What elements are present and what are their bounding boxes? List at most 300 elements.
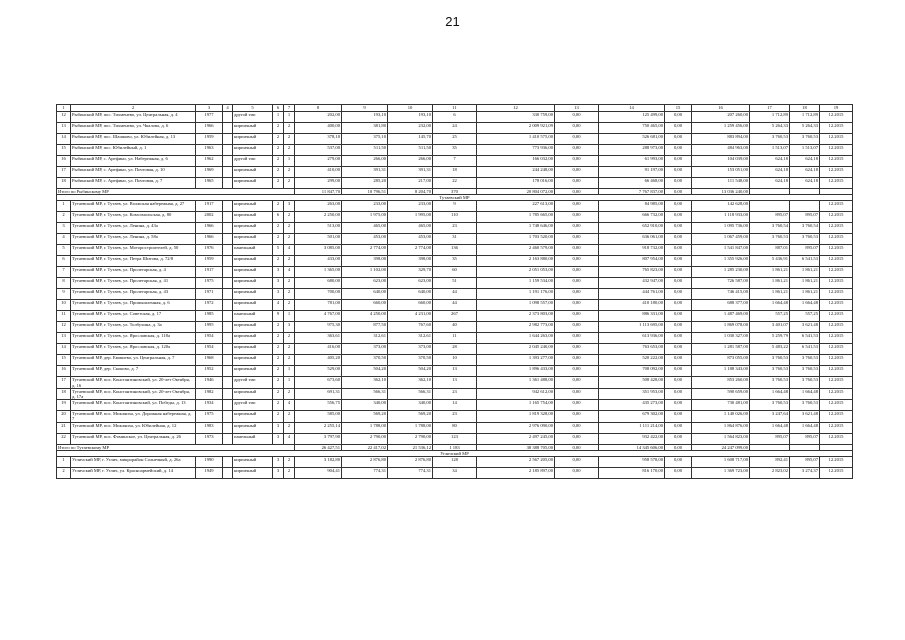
table-cell-col-16: 153 051,00 <box>692 167 750 178</box>
table-cell-col-8: 781,00 <box>295 300 342 311</box>
table-cell-col-15: 0,00 <box>665 366 692 377</box>
table-cell-col-7: 2 <box>284 256 295 267</box>
table-cell-col-12: 2 497 245,00 <box>477 433 555 444</box>
subtotal-cell-col-10: 8 204,70 <box>388 189 433 195</box>
table-cell-col-12: 227 613,00 <box>477 201 555 212</box>
table-cell-col-17: 624,18 <box>750 167 790 178</box>
table-cell-col-12: 1 361 488,00 <box>477 377 555 388</box>
table-cell-col-6: 5 <box>273 245 284 256</box>
table-cell-col-2: Тутаевский МР, г. Тутаев, ул. Пролетарская, д. 41 <box>71 278 196 289</box>
table-cell-col-9: 2 774,00 <box>342 245 388 256</box>
table-cell-col-19: 12.2015 <box>820 400 853 411</box>
subtotal-cell-col-14: 7 767 837,00 <box>599 189 665 195</box>
table-cell-col-7: 1 <box>284 112 295 123</box>
table-cell-col-15: 0,00 <box>665 289 692 300</box>
table-cell-col-10: 340,00 <box>388 400 433 411</box>
table-cell-col-19: 12.2015 <box>820 267 853 278</box>
table-cell-col-10: 2 774,00 <box>388 245 433 256</box>
table-cell-col-16: 484 963,00 <box>692 145 750 156</box>
table-cell-col-3: 1946 <box>196 377 223 388</box>
table-cell-col-18: 624,18 <box>790 178 820 189</box>
table-cell-col-7: 2 <box>284 234 295 245</box>
table-row <box>57 422 853 433</box>
table-cell-col-11: 51 <box>433 278 477 289</box>
table-cell-col-13: 0,00 <box>555 201 599 212</box>
table-cell-col-8: 529,00 <box>295 366 342 377</box>
table-cell-col-7: 2 <box>284 134 295 145</box>
table-cell-col-11: 80 <box>433 422 477 433</box>
table-cell-col-7: 2 <box>284 223 295 234</box>
table-cell-col-10: 465,00 <box>388 223 433 234</box>
table-cell-col-8: 299,00 <box>295 178 342 189</box>
table-cell-col-7: 2 <box>284 145 295 156</box>
table-cell-col-12: 1 165 754,00 <box>477 400 555 411</box>
table-cell-col-12: 942 612,00 <box>477 388 555 399</box>
table-cell-col-10: 217,00 <box>388 178 433 189</box>
table-cell-col-15: 0,00 <box>665 311 692 322</box>
table-cell-col-11: 10 <box>433 355 477 366</box>
table-cell-col-11: 60 <box>433 267 477 278</box>
table-cell-col-9: 375,10 <box>342 134 388 145</box>
table-cell-col-19: 12.2015 <box>820 223 853 234</box>
table-cell-col-18: 3 760,54 <box>790 223 820 234</box>
table-cell-col-3: 1973 <box>196 433 223 444</box>
table-cell-col-3: 1962 <box>196 156 223 167</box>
table-cell-col-9: 453,00 <box>342 234 388 245</box>
table-cell-col-12: 244 248,00 <box>477 167 555 178</box>
table-cell-col-11: 123 <box>433 433 477 444</box>
table-cell-col-6: 2 <box>273 411 284 422</box>
table-cell-col-4 <box>223 245 233 256</box>
subtotal-cell-col-10: 21 536,12 <box>388 444 433 450</box>
table-cell-col-3: 1959 <box>196 134 223 145</box>
table-cell-col-17: 1 861,21 <box>750 278 790 289</box>
table-cell-col-1: 14 <box>57 344 71 355</box>
table-cell-col-14: 84 985,00 <box>599 201 665 212</box>
table-cell-col-2: Рыбинский МР, пос. Юбилейный, д. 1 <box>71 145 196 156</box>
table-cell-col-16: 1 285 230,00 <box>692 267 750 278</box>
table-cell-col-5: кирпичный <box>233 223 273 234</box>
table-cell-col-1: 10 <box>57 300 71 311</box>
table-cell-col-10: 193,10 <box>388 112 433 123</box>
table-cell-col-16: 883 894,00 <box>692 134 750 145</box>
table-cell-col-9: 398,00 <box>342 256 388 267</box>
table-cell-col-5: кирпичный <box>233 411 273 422</box>
table-cell-col-8: 501,00 <box>295 234 342 245</box>
table-cell-col-11: 34 <box>433 468 477 479</box>
table-cell-col-18: 3 760,53 <box>790 366 820 377</box>
table-cell-col-4 <box>223 322 233 333</box>
section-heading: Тутаевский МР <box>57 195 853 201</box>
table-cell-col-14: 288 973,00 <box>599 145 665 156</box>
table-cell-col-8: 2 255,14 <box>295 422 342 433</box>
table-cell-col-4 <box>223 156 233 167</box>
table-cell-col-2: Тутаевский МР, г. Тутаев, ул. Толбухина, д. 3а <box>71 322 196 333</box>
table-row <box>57 289 853 300</box>
table-cell-col-16: 1 355 926,00 <box>692 256 750 267</box>
table-cell-col-19: 12.2015 <box>820 289 853 300</box>
table-cell-col-8: 4 767,00 <box>295 311 342 322</box>
table-cell-col-13: 0,00 <box>555 112 599 123</box>
table-cell-col-7: 3 <box>284 201 295 212</box>
table-cell-col-19: 12.2015 <box>820 256 853 267</box>
table-cell-col-6: 3 <box>273 457 284 468</box>
subtotal-cell-col-15: 0,00 <box>665 189 692 195</box>
table-cell-col-10: 362,10 <box>388 377 433 388</box>
table-cell-col-14: 918 732,00 <box>599 245 665 256</box>
table-cell-col-4 <box>223 123 233 134</box>
table-cell-col-7: 4 <box>284 245 295 256</box>
column-header-4: 4 <box>223 105 233 112</box>
table-row <box>57 344 853 355</box>
table-row <box>57 377 853 388</box>
table-cell-col-9: 465,00 <box>342 223 388 234</box>
table-cell-col-14: 351 953,00 <box>599 388 665 399</box>
table-cell-col-18: 6 541,53 <box>790 344 820 355</box>
table-cell-col-16: 730 481,00 <box>692 400 750 411</box>
table-cell-col-4 <box>223 300 233 311</box>
table-cell-col-13: 0,00 <box>555 388 599 399</box>
table-cell-col-4 <box>223 344 233 355</box>
table-cell-col-13: 0,00 <box>555 355 599 366</box>
subtotal-label: Итого по Тутаевскому МР <box>57 444 295 450</box>
table-cell-col-1: 13 <box>57 123 71 134</box>
table-cell-col-2: Тутаевский МР, г. Тутаев, ул. Ленина, д. 58а <box>71 234 196 245</box>
table-cell-col-18: 624,18 <box>790 156 820 167</box>
table-cell-col-17: 5 259,79 <box>750 333 790 344</box>
table-cell-col-10: 2 876,80 <box>388 457 433 468</box>
table-cell-col-17: 3 760,53 <box>750 377 790 388</box>
table-cell-col-15: 0,00 <box>665 344 692 355</box>
table-cell-col-5: кирпичный <box>233 300 273 311</box>
subtotal-cell-col-16: 13 036 240,00 <box>692 189 750 195</box>
table-cell-col-3: 1954 <box>196 344 223 355</box>
table-row <box>57 388 853 399</box>
table-cell-col-15: 0,00 <box>665 212 692 223</box>
table-cell-col-11: 28 <box>433 344 477 355</box>
table-cell-col-17: 895,07 <box>750 433 790 444</box>
table-cell-col-12: 2 982 773,00 <box>477 322 555 333</box>
table-cell-col-5: кирпичный <box>233 123 273 134</box>
table-cell-col-19: 12.2015 <box>820 178 853 189</box>
table-cell-col-8: 673,60 <box>295 377 342 388</box>
table-cell-col-16: 1 541 847,00 <box>692 245 750 256</box>
table-cell-col-6: 2 <box>273 400 284 411</box>
table-cell-col-4 <box>223 167 233 178</box>
table-cell-col-13: 0,00 <box>555 377 599 388</box>
table-cell-col-4 <box>223 457 233 468</box>
table-cell-col-10: 767,60 <box>388 322 433 333</box>
table-row <box>57 212 853 223</box>
table-cell-col-16: 111 548,00 <box>692 178 750 189</box>
table-cell-col-3: 1985 <box>196 311 223 322</box>
table-cell-col-2: Угличский МР, г. Углич, микрорайон Солнечный, д. 26а <box>71 457 196 468</box>
table-cell-col-17: 557,25 <box>750 311 790 322</box>
table-cell-col-17: 3 760,53 <box>750 234 790 245</box>
table-cell-col-5: кирпичный <box>233 212 273 223</box>
column-header-13: 13 <box>555 105 599 112</box>
table-cell-col-19: 12.2015 <box>820 366 853 377</box>
table-cell-col-6: 2 <box>273 234 284 245</box>
table-cell-col-14: 526 681,00 <box>599 134 665 145</box>
table-cell-col-3: 1971 <box>196 289 223 300</box>
table-cell-col-14: 750 465,00 <box>599 123 665 134</box>
table-cell-col-2: Тутаевский МР, г. Тутаев, ул. Комсомольская, д. 80 <box>71 212 196 223</box>
table-cell-col-13: 0,00 <box>555 223 599 234</box>
table-cell-col-3: 1917 <box>196 267 223 278</box>
table-cell-col-14: 520 222,00 <box>599 355 665 366</box>
table-cell-col-19: 12.2015 <box>820 457 853 468</box>
table-cell-col-11: 23 <box>433 411 477 422</box>
table-cell-col-18: 1 664,48 <box>790 388 820 399</box>
table-cell-col-3: 1917 <box>196 201 223 212</box>
table-cell-col-2: Тутаевский МР, г. Тутаев, ул. Ярославская, д. 120а <box>71 344 196 355</box>
table-cell-col-18: 895,07 <box>790 245 820 256</box>
table-cell-col-1: 22 <box>57 433 71 444</box>
table-row <box>57 201 853 212</box>
table-cell-col-16: 1 095 736,00 <box>692 223 750 234</box>
table-cell-col-12: 1 896 433,00 <box>477 366 555 377</box>
table-cell-col-14: 636 061,00 <box>599 234 665 245</box>
table-cell-col-7: 2 <box>284 123 295 134</box>
table-cell-col-2: Тутаевский МР, г. Тутаев, ул. Пролетарская, д. 43 <box>71 289 196 300</box>
table-cell-col-5: кирпичный <box>233 289 273 300</box>
table-cell-col-19: 12.2015 <box>820 411 853 422</box>
table-row <box>57 256 853 267</box>
table-cell-col-3: 1976 <box>196 245 223 256</box>
table-row <box>57 457 853 468</box>
table-cell-col-3: 1966 <box>196 123 223 134</box>
subtotal-cell-col-16: 24 247 099,00 <box>692 444 750 450</box>
table-cell-col-4 <box>223 145 233 156</box>
table-cell-col-12: 1 159 534,00 <box>477 278 555 289</box>
table-cell-col-6: 2 <box>273 377 284 388</box>
table-cell-col-7: 2 <box>284 468 295 479</box>
table-cell-col-4 <box>223 377 233 388</box>
table-cell-col-1: 5 <box>57 245 71 256</box>
table-cell-col-15: 0,00 <box>665 201 692 212</box>
table-cell-col-7: 1 <box>284 366 295 377</box>
register-table <box>56 104 853 479</box>
table-cell-col-6: 3 <box>273 468 284 479</box>
table-cell-col-17: 3 760,53 <box>750 400 790 411</box>
subtotal-cell-col-14: 14 345 606,00 <box>599 444 665 450</box>
table-cell-col-2: Тутаевский МР, г. Тутаев, ул. Советская, д. 17 <box>71 311 196 322</box>
table-cell-col-13: 0,00 <box>555 178 599 189</box>
subtotal-cell-col-12: 38 388 705,00 <box>477 444 555 450</box>
table-cell-col-14: 816 170,00 <box>599 468 665 479</box>
table-row <box>57 123 853 134</box>
table-cell-col-18: 1 664,48 <box>790 300 820 311</box>
table-cell-col-1: 8 <box>57 278 71 289</box>
table-cell-col-15: 0,00 <box>665 145 692 156</box>
table-cell-col-5: кирпичный <box>233 388 273 399</box>
table-row <box>57 411 853 422</box>
table-cell-col-14: 91 197,00 <box>599 167 665 178</box>
table-cell-col-12: 1 191 176,00 <box>477 289 555 300</box>
table-cell-col-18: 557,25 <box>790 311 820 322</box>
table-cell-col-13: 0,00 <box>555 457 599 468</box>
table-row <box>57 112 853 123</box>
table-row <box>57 156 853 167</box>
table-cell-col-13: 0,00 <box>555 267 599 278</box>
table-cell-col-3: 1968 <box>196 355 223 366</box>
table-cell-col-16: 873 055,00 <box>692 355 750 366</box>
table-cell-col-19: 12.2015 <box>820 300 853 311</box>
table-cell-col-2: Тутаевский МР, пос. Константиновский, ул. 20-лет Октября, д. 16 <box>71 377 196 388</box>
table-cell-col-5: кирпичный <box>233 256 273 267</box>
table-cell-col-4 <box>223 433 233 444</box>
table-cell-col-5: кирпичный <box>233 167 273 178</box>
table-cell-col-5: кирпичный <box>233 422 273 433</box>
table-cell-col-7: 2 <box>284 178 295 189</box>
table-cell-col-19: 12.2015 <box>820 311 853 322</box>
table-cell-col-16: 1 030 327,00 <box>692 333 750 344</box>
table-cell-col-2: Рыбинский МР, пос. Шашково, ул. Юбилейная, д. 13 <box>71 134 196 145</box>
column-header-12: 12 <box>477 105 555 112</box>
table-cell-col-9: 370,50 <box>342 355 388 366</box>
table-row <box>57 311 853 322</box>
table-cell-col-6: 2 <box>273 366 284 377</box>
table-cell-col-13: 0,00 <box>555 311 599 322</box>
table-cell-col-15: 0,00 <box>665 156 692 167</box>
table-cell-col-12: 330 759,00 <box>477 112 555 123</box>
table-cell-col-1: 15 <box>57 355 71 366</box>
table-cell-col-14: 61 993,00 <box>599 156 665 167</box>
table-cell-col-12: 2 567 205,00 <box>477 457 555 468</box>
table-cell-col-4 <box>223 234 233 245</box>
table-row <box>57 433 853 444</box>
table-cell-col-16: 1 281 587,00 <box>692 344 750 355</box>
table-cell-col-18: 3 760,53 <box>790 355 820 366</box>
table-cell-col-17: 624,18 <box>750 178 790 189</box>
table-cell-col-18 <box>790 201 820 212</box>
table-cell-col-16: 746 415,00 <box>692 289 750 300</box>
table-cell-col-11: 136 <box>433 245 477 256</box>
table-cell-col-15: 0,00 <box>665 234 692 245</box>
table-cell-col-3: 1982 <box>196 388 223 399</box>
register-table-body <box>57 105 853 479</box>
table-cell-col-10: 1 995,00 <box>388 212 433 223</box>
table-cell-col-10: 145,70 <box>388 134 433 145</box>
table-cell-col-18: 624,18 <box>790 167 820 178</box>
table-cell-col-12: 1 703 520,00 <box>477 234 555 245</box>
table-cell-col-15: 0,00 <box>665 400 692 411</box>
table-cell-col-11: 6 <box>433 112 477 123</box>
table-cell-col-9: 569,20 <box>342 411 388 422</box>
table-cell-col-9: 566,31 <box>342 388 388 399</box>
table-cell-col-12: 2 460 579,00 <box>477 245 555 256</box>
table-cell-col-6: 2 <box>273 134 284 145</box>
table-cell-col-4 <box>223 112 233 123</box>
table-cell-col-10: 398,00 <box>388 256 433 267</box>
table-cell-col-3: 1977 <box>196 112 223 123</box>
table-cell-col-10: 373,00 <box>388 344 433 355</box>
table-row <box>57 234 853 245</box>
table-cell-col-11: 7 <box>433 156 477 167</box>
table-cell-col-9: 1 788,00 <box>342 422 388 433</box>
table-cell-col-14: 444 761,00 <box>599 289 665 300</box>
table-cell-col-4 <box>223 355 233 366</box>
table-cell-col-6: 3 <box>273 433 284 444</box>
table-cell-col-19: 12.2015 <box>820 355 853 366</box>
table-cell-col-13: 0,00 <box>555 433 599 444</box>
table-cell-col-14: 1 113 695,00 <box>599 322 665 333</box>
table-cell-col-11: 40 <box>433 322 477 333</box>
table-cell-col-15: 0,00 <box>665 422 692 433</box>
table-cell-col-7: 4 <box>284 433 295 444</box>
table-cell-col-15: 0,00 <box>665 388 692 399</box>
table-cell-col-9: 362,10 <box>342 377 388 388</box>
table-cell-col-1: 4 <box>57 234 71 245</box>
table-cell-col-12: 2 045 240,00 <box>477 344 555 355</box>
table-cell-col-9: 511,50 <box>342 145 388 156</box>
table-cell-col-14: 410 180,00 <box>599 300 665 311</box>
table-cell-col-5: панельный <box>233 311 273 322</box>
column-number-row <box>57 105 853 112</box>
table-cell-col-17: 3 401,07 <box>750 322 790 333</box>
table-cell-col-1: 13 <box>57 333 71 344</box>
table-cell-col-2: Тутаевский МР, пос. Микляиха, ул. Юбилейная, д. 12 <box>71 422 196 433</box>
table-row <box>57 178 853 189</box>
table-cell-col-2: Тутаевский МР, пос. Константиновский, ул. Победы, д. 13 <box>71 400 196 411</box>
table-cell-col-1: 20 <box>57 411 71 422</box>
table-row <box>57 468 853 479</box>
table-cell-col-18: 895,07 <box>790 457 820 468</box>
table-row <box>57 167 853 178</box>
table-cell-col-14: 708 092,00 <box>599 366 665 377</box>
table-cell-col-14: 679 302,00 <box>599 411 665 422</box>
table-row <box>57 333 853 344</box>
table-cell-col-18: 1 712,89 <box>790 112 820 123</box>
table-cell-col-8: 691,31 <box>295 388 342 399</box>
table-cell-col-5: кирпичный <box>233 178 273 189</box>
table-cell-col-12: 2 163 880,00 <box>477 256 555 267</box>
table-cell-col-2: Тутаевский МР, пос. Фоминское, ул. Центральная, д. 26 <box>71 433 196 444</box>
table-cell-col-8: 2 250,00 <box>295 212 342 223</box>
table-cell-col-15: 0,00 <box>665 123 692 134</box>
column-header-11: 11 <box>433 105 477 112</box>
table-cell-col-19: 12.2015 <box>820 388 853 399</box>
table-cell-col-16: 1 864 876,00 <box>692 422 750 433</box>
table-cell-col-6: 2 <box>273 223 284 234</box>
table-cell-col-13: 0,00 <box>555 344 599 355</box>
table-cell-col-13: 0,00 <box>555 289 599 300</box>
table-cell-col-14: 886 331,00 <box>599 311 665 322</box>
table-cell-col-11: 128 <box>433 457 477 468</box>
table-cell-col-9: 373,00 <box>342 344 388 355</box>
table-cell-col-13: 0,00 <box>555 400 599 411</box>
column-header-19: 19 <box>820 105 853 112</box>
subtotal-cell-col-11: 1 183 <box>433 444 477 450</box>
table-cell-col-9: 504,20 <box>342 366 388 377</box>
table-cell-col-16: 1 564 823,00 <box>692 433 750 444</box>
table-cell-col-19: 12.2015 <box>820 433 853 444</box>
table-cell-col-1: 1 <box>57 201 71 212</box>
table-cell-col-5: кирпичный <box>233 145 273 156</box>
table-cell-col-16: 1 188 343,00 <box>692 366 750 377</box>
table-cell-col-12: 2 051 053,00 <box>477 267 555 278</box>
table-cell-col-16: 590 659,00 <box>692 388 750 399</box>
table-cell-col-10: 660,00 <box>388 300 433 311</box>
table-row <box>57 300 853 311</box>
table-cell-col-13: 0,00 <box>555 156 599 167</box>
column-header-7: 7 <box>284 105 295 112</box>
table-cell-col-7: 4 <box>284 400 295 411</box>
table-cell-col-12: 1 644 263,00 <box>477 333 555 344</box>
table-cell-col-9: 193,10 <box>342 112 388 123</box>
table-cell-col-18: 1 861,21 <box>790 278 820 289</box>
